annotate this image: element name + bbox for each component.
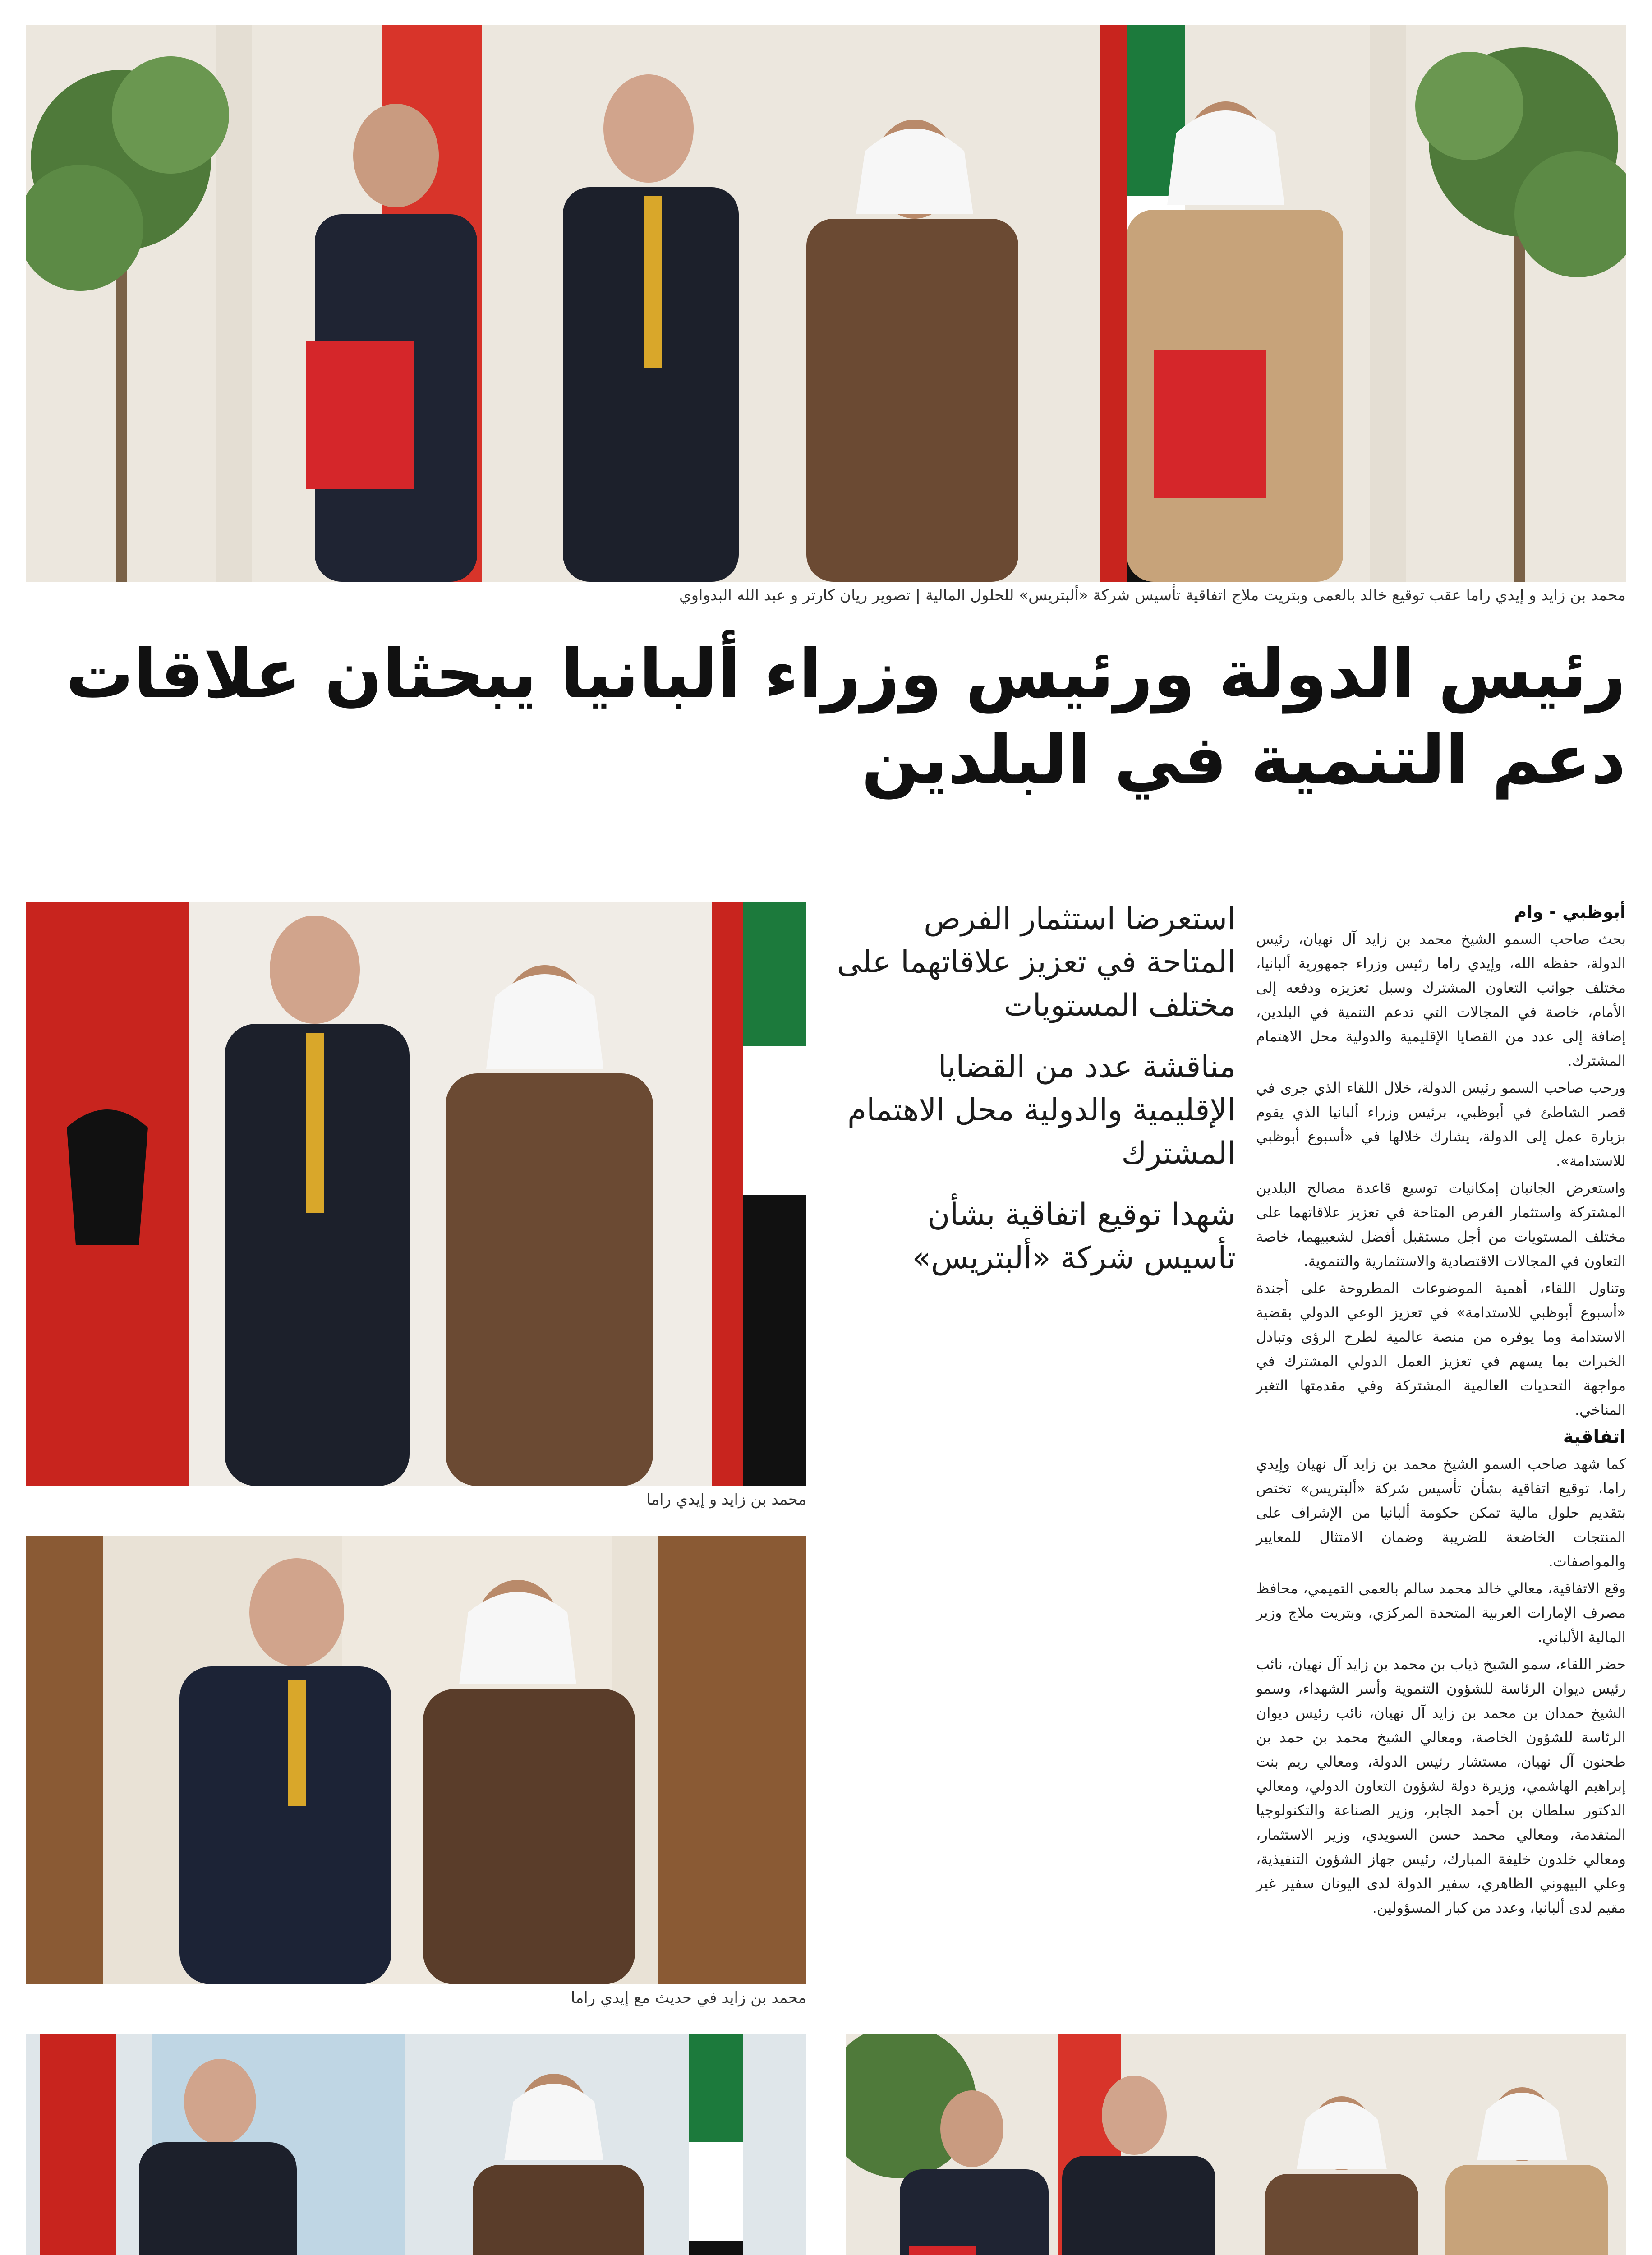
photo-two-leaders-standing (26, 902, 806, 1486)
pullquote-2: مناقشة عدد من القضايا الإقليمية والدولية محل الاهتمام المشترك (847, 1049, 1236, 1171)
caption-photo-3: محمد بن زايد في حديث مع إيدي راما (571, 1989, 806, 2007)
article-dateline: أبوظبي - وام (1514, 902, 1626, 922)
article-body (1256, 900, 1626, 1923)
caption-top-photo: محمد بن زايد و إيدي راما عقب توقيع خالد بالعمى وبتريت ملاج اتفاقية تأسيس شركة «ألبتريس» للحلول المالية | تصوير ريان كارتر و عبد الله البدواوي (679, 586, 1626, 604)
article-paragraph: واستعرض الجانبان إمكانيات توسيع قاعدة مصالح البلدين المشتركة واستثمار الفرص المتاحة في تعزيز علاقاتهما على مختلف المستويات من أجل مستقبل أفضل لشعبيهما، خاصة التعاون في المجالات الاقتصادية والاستثمارية والتنموية. (1256, 1179, 1626, 1270)
article-paragraph: بحث صاحب السمو الشيخ محمد بن زايد آل نهيان، رئيس الدولة، حفظه الله، وإيدي راما رئيس وزراء جمهورية ألبانيا، مختلف جوانب التعاون المشترك وسبل تعزيزه ودفعه إلى الأمام، خاصة في المجالات التي تدعم التنمية في البلدين، إضافة إلى عدد من القضايا الإقليمية والدولية محل الاهتمام المشترك. (1256, 930, 1626, 1069)
article-paragraph: ورحب صاحب السمو رئيس الدولة، خلال اللقاء الذي جرى في قصر الشاطئ في أبوظبي، برئيس وزراء ألبانيا الذي يقوم بزيارة عمل إلى الدولة، يشارك خلالها في «أسبوع أبوظبي للاستدامة». (1256, 1079, 1626, 1169)
pullquote-3: شهدا توقيع اتفاقية بشأن تأسيس شركة «ألبتريس» (912, 1197, 1236, 1276)
caption-photo-2: محمد بن زايد و إيدي راما (646, 1491, 806, 1509)
article-paragraph: وتناول اللقاء، أهمية الموضوعات المطروحة على أجندة «أسبوع أبوظبي للاستدامة» في تعزيز الوعي الدولي بقضية الاستدامة وما يوفره من منصة عالمية لطرح الرؤى وتبادل الخبرات بما يسهم في تعزيز العمل الدولي المشترك في مواجهة التحديات العالمية المشتركة وفي مقدمتها التغير المناخي. (1256, 1279, 1626, 1418)
photo-signing-ceremony (26, 25, 1626, 582)
headline-line-2: دعم التنمية في البلدين (861, 721, 1626, 799)
article-subhead: اتفاقية (1563, 1427, 1626, 1447)
pullquotes (830, 897, 1236, 1298)
photo-conversation (26, 1536, 806, 1984)
photo-agreement-group (846, 2034, 1626, 2255)
headline-line-1: رئيس الدولة ورئيس وزراء ألبانيا يبحثان علاقات (65, 635, 1626, 713)
article-paragraph: حضر اللقاء، سمو الشيخ ذياب بن محمد بن زايد آل نهيان، نائب رئيس ديوان الرئاسة للشؤون التنموية وأسر الشهداء، وسمو الشيخ حمدان بن محمد بن زايد آل نهيان، نائب رئيس ديوان الرئاسة للشؤون الخاصة، ومعالي الشيخ محمد بن حمد بن طحنون آل نهيان، مستشار رئيس الدولة، ومعالي ريم بنت إبراهيم الهاشمي، وزيرة دولة لشؤون التعاون الدولي، ومعالي الدكتور سلطان بن أحمد الجابر، وزير الصناعة والتكنولوجيا المتقدمة، ومعالي محمد حسن السويدي، وزير الاستثمار، ومعالي خلدون خليفة المبارك، رئيس جهاز الشؤون التنفيذية، وعلي البيهوني الظاهري، سفير الدولة لدى اليونان سفير غير مقيم لدى ألبانيا، وعدد من كبار المسؤولين. (1256, 1656, 1626, 1916)
article-paragraph: وقع الاتفاقية، معالي خالد محمد سالم بالعمى التميمي، محافظ مصرف الإمارات العربية المتحدة المركزي، وبتريت ملاج وزير المالية الألباني. (1256, 1580, 1626, 1646)
photo-seated-talks (26, 2034, 806, 2255)
article-paragraph: كما شهد صاحب السمو الشيخ محمد بن زايد آل نهيان وإيدي راما، توقيع اتفاقية بشأن تأسيس شركة «ألبتريس» تختص بتقديم حلول مالية تمكن حكومة ألبانيا من الإشراف على المنتجات الخاضعة للضريبة وضمان الامتثال للمعايير والمواصفات. (1256, 1455, 1626, 1570)
pullquote-1: استعرضا استثمار الفرص المتاحة في تعزيز علاقاتهما على مختلف المستويات (837, 901, 1236, 1023)
